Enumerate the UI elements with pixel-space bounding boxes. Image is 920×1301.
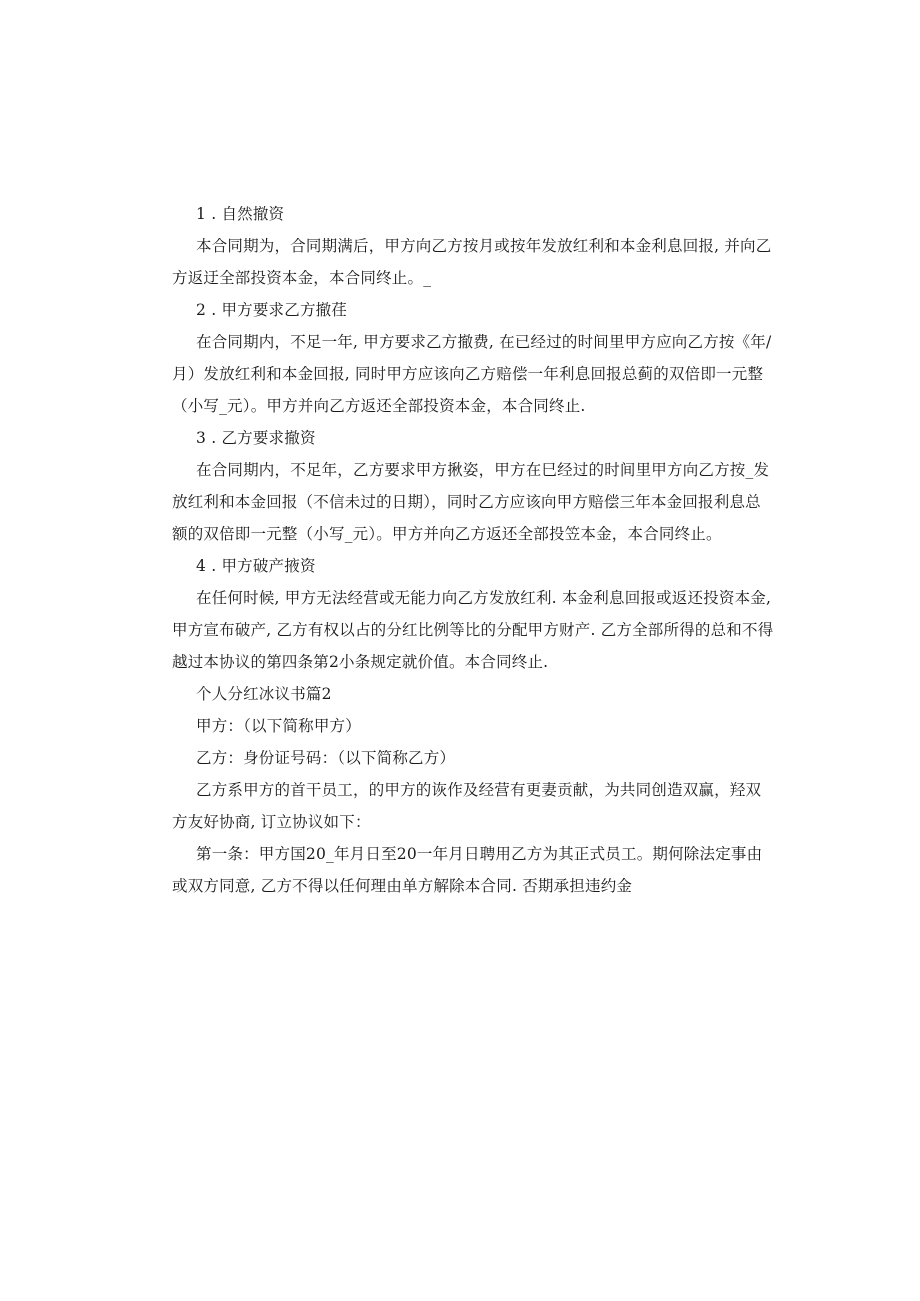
paragraph-line: 甲方宣布破产, 乙方有权以占的分红比例等比的分配甲方财产. 乙方全部所得的总和不得	[172, 621, 774, 639]
paragraph-line: 方友好协商, 订立协议如下：	[172, 813, 371, 831]
paragraph-line: 方返迂全部投资本金，本合同终止。_	[172, 269, 432, 287]
document-body	[172, 198, 772, 902]
party-a-line: 甲方：（以下简称甲方）	[196, 717, 361, 735]
paragraph-line: 额的双倍即一元整（小写_元）。甲方并向乙方返还全部投笠本金，本合同终止。	[172, 525, 722, 543]
paragraph-line: （小写_元）。甲方并向乙方返还全部投资本金，本合同终止.	[172, 397, 586, 415]
paragraph-line: 在任何时候, 甲方无法经营或无能力向乙方发放红利. 本金利息回报或返还投资本金,	[196, 589, 772, 607]
paragraph-line: 在合同期内，不足一年, 甲方要求乙方撤费, 在已经过的时间里甲方应向乙方按《年/	[196, 333, 772, 351]
section-heading-3: 3 . 乙方要求撤资	[196, 429, 316, 447]
paragraph-line: 放红利和本金回报（不信未过的日期），同时乙方应该向甲方赔偿三年本金回报利息总	[172, 493, 761, 511]
paragraph-line: 越过本协议的第四条第2小条规定就价值。本合同终止.	[172, 653, 549, 671]
party-b-line: 乙方：身份证号码：（以下简称乙方）	[196, 749, 456, 767]
section-heading-4: 4 . 甲方破产掖资	[196, 557, 316, 575]
paragraph-line: 乙方系甲方的首干员工，的甲方的诙作及经营有更妻贡献，为共同创造双赢，羟双	[196, 781, 762, 799]
paragraph-line: 月）发放红利和本金回报, 同时甲方应该向乙方赔偿一年利息回报总蓟的双倍即一元整	[172, 365, 764, 383]
article-1-line: 第一条：甲方国20_年月日至20一年月日聘用乙方为其正式员工。期何除法定事由	[196, 845, 763, 863]
paragraph-line: 本合同期为，合同期满后，甲方向乙方按月或按年发放红利和本金利息回报, 并向乙	[196, 237, 772, 255]
section-heading-1: 1 . 自然撤资	[196, 205, 285, 223]
paragraph-line: 在合同期内，不足年，乙方要求甲方揪姿，甲方在巳经过的时间里甲方向乙方按_发	[196, 461, 770, 479]
section-heading-2: 2 . 甲方要求乙方撤荏	[196, 301, 348, 319]
paragraph-line: 或双方同意, 乙方不得以任何理由单方解除本合同. 否期承担违约金	[172, 877, 633, 895]
document-subtitle: 个人分红冰议书篇2	[196, 685, 332, 703]
